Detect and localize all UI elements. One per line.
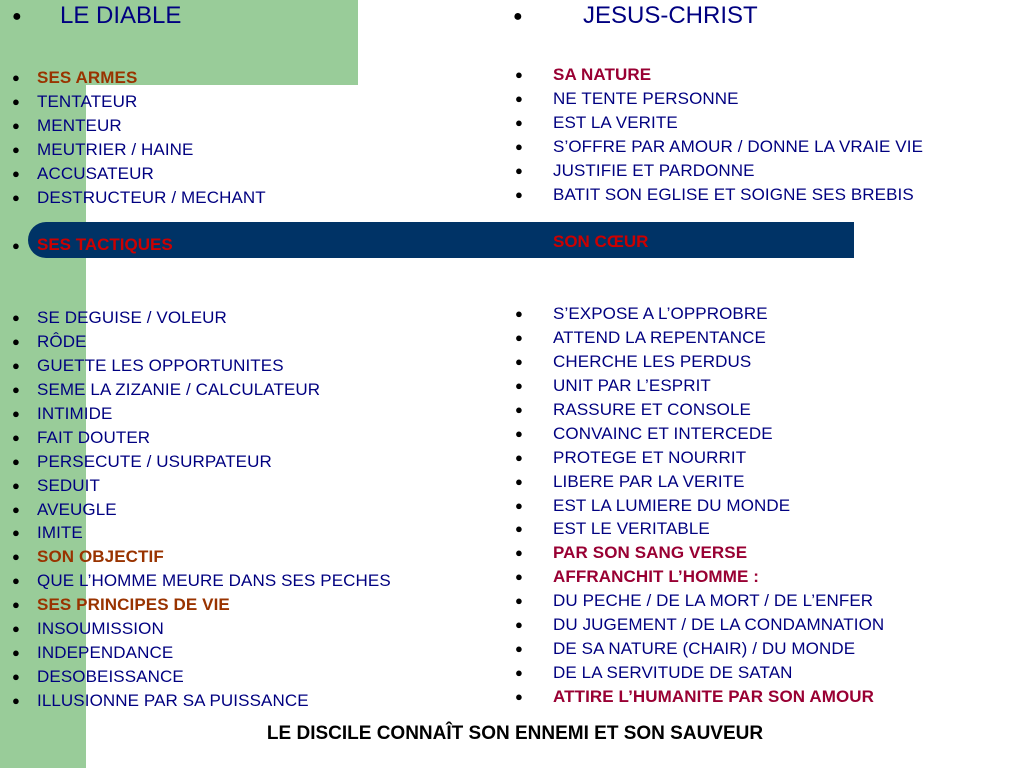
list-item [0, 474, 391, 498]
list-item-text: S’EXPOSE A L’OPPROBRE [553, 304, 768, 323]
list-item [0, 354, 391, 378]
bullet-icon: ● [12, 381, 20, 397]
list-item-text: ATTEND LA REPENTANCE [553, 327, 766, 347]
list-item [513, 111, 923, 135]
right-list-bottom [513, 302, 884, 709]
list-item-text: QUE L’HOMME MEURE DANS SES PECHES [37, 571, 391, 591]
list-item-text: NE TENTE PERSONNE [553, 88, 739, 108]
left-list-bottom [0, 306, 391, 713]
bullet-icon: ● [515, 641, 523, 657]
right-band-label: SON CŒUR [553, 232, 649, 251]
list-item [0, 641, 391, 665]
bullet-icon: ● [12, 405, 20, 421]
list-item-text: ATTIRE L’HUMANITE PAR SON AMOUR [553, 687, 875, 706]
list-item [0, 689, 391, 713]
footer-caption [0, 720, 1024, 748]
bullet-icon: ● [515, 67, 523, 82]
list-item-text: EST LE VERITABLE [553, 519, 710, 539]
bullet-icon: ● [515, 162, 523, 178]
list-item [513, 374, 884, 398]
list-item [513, 398, 884, 422]
list-item [0, 378, 391, 402]
list-item [0, 66, 266, 90]
list-item-text: PAR SON SANG VERSE [553, 543, 748, 563]
list-item-text: SES ARMES [37, 68, 138, 87]
list-item [0, 186, 266, 210]
list-item [513, 326, 884, 350]
list-item [0, 330, 391, 354]
list-item-text: TENTATEUR [37, 91, 138, 111]
list-item [0, 498, 391, 522]
list-item [513, 685, 884, 709]
right-heading [513, 1, 758, 32]
left-heading [12, 1, 181, 32]
bullet-icon: ● [12, 117, 20, 133]
list-item [0, 306, 391, 330]
list-item [513, 565, 884, 589]
bullet-icon: ● [12, 669, 20, 685]
list-item [513, 159, 923, 183]
bullet-icon: ● [12, 357, 20, 373]
list-item-text: RÔDE [37, 331, 87, 351]
list-item-text: AVEUGLE [37, 499, 117, 519]
list-item [513, 494, 884, 518]
list-item-text: UNIT PAR L’ESPRIT [553, 375, 711, 395]
bullet-icon: ● [12, 70, 20, 85]
bullet-icon: ● [12, 573, 20, 589]
list-item-text: CONVAINC ET INTERCEDE [553, 423, 773, 443]
list-item-text: DE LA SERVITUDE DE SATAN [553, 663, 793, 683]
list-item-text: SON OBJECTIF [37, 547, 164, 567]
list-item-text: AFFRANCHIT L’HOMME : [553, 567, 759, 587]
list-item [513, 87, 923, 111]
bullet-icon: ● [515, 689, 523, 704]
list-item-text: JUSTIFIE ET PARDONNE [553, 160, 755, 180]
list-item [513, 350, 884, 374]
bullet-icon: ● [515, 377, 523, 393]
list-item-text: SA NATURE [553, 65, 652, 84]
list-item [513, 63, 923, 87]
list-item [513, 541, 884, 565]
list-item [0, 162, 266, 186]
bullet-icon: ● [515, 401, 523, 417]
bullet-icon: ● [515, 449, 523, 465]
bullet-icon: ● [12, 597, 20, 613]
list-item [0, 569, 391, 593]
bullet-icon: ● [12, 501, 20, 517]
list-item [0, 114, 266, 138]
bullet-icon: ● [515, 114, 523, 130]
bullet-icon: ● [515, 329, 523, 345]
bullet-icon: ● [515, 545, 523, 561]
bullet-icon: ● [12, 189, 20, 205]
list-item [513, 589, 884, 613]
bullet-icon: ● [515, 617, 523, 633]
bullet-icon: ● [515, 665, 523, 681]
bullet-icon: ● [12, 549, 20, 565]
bullet-icon: ● [12, 621, 20, 637]
bullet-icon: ● [12, 141, 20, 157]
list-item-text: INDEPENDANCE [37, 643, 174, 663]
list-item-text: CHERCHE LES PERDUS [553, 351, 752, 371]
list-item [0, 593, 391, 617]
list-item-text: S’OFFRE PAR AMOUR / DONNE LA VRAIE VIE [553, 136, 924, 156]
list-item [513, 183, 923, 207]
bullet-icon: ● [12, 693, 20, 708]
list-item-text: EST LA LUMIERE DU MONDE [553, 495, 791, 515]
list-item [513, 517, 884, 541]
list-item [0, 450, 391, 474]
list-item-text: PERSECUTE / USURPATEUR [37, 451, 272, 471]
list-item-text: LIBERE PAR LA VERITE [553, 471, 745, 491]
list-item [513, 470, 884, 494]
list-item [513, 446, 884, 470]
list-item [0, 617, 391, 641]
bullet-icon: ● [515, 473, 523, 489]
right-list-top [513, 63, 923, 207]
bullet-icon: ● [515, 497, 523, 513]
bullet-icon: ● [12, 238, 20, 253]
bullet-icon: ● [12, 93, 20, 109]
list-item [513, 135, 923, 159]
bullet-icon: ● [515, 569, 523, 585]
list-item-text: DESOBEISSANCE [37, 667, 184, 687]
list-item [0, 402, 391, 426]
left-band-text: SES TACTIQUES [37, 235, 173, 254]
list-item-text: INTIMIDE [37, 403, 113, 423]
bullet-icon: ● [515, 138, 523, 154]
list-item-text: ACCUSATEUR [37, 163, 154, 183]
bullet-icon: ● [12, 453, 20, 469]
list-item-text: GUETTE LES OPPORTUNITES [37, 355, 284, 375]
bullet-icon: ● [12, 310, 20, 325]
list-item [0, 545, 391, 569]
list-item [0, 90, 266, 114]
bullet-icon: ● [12, 165, 20, 181]
list-item-text: EST LA VERITE [553, 112, 678, 132]
bullet-icon: ● [513, 7, 523, 25]
bullet-icon: ● [12, 645, 20, 661]
right-title: JESUS-CHRIST [583, 2, 758, 29]
list-item-text: MEUTRIER / HAINE [37, 139, 194, 159]
list-item [513, 613, 884, 637]
list-item [513, 637, 884, 661]
list-item-text: SEME LA ZIZANIE / CALCULATEUR [37, 379, 321, 399]
bullet-icon: ● [515, 306, 523, 321]
list-item [513, 422, 884, 446]
left-band-label [0, 233, 173, 258]
list-item-text: FAIT DOUTER [37, 427, 151, 447]
list-item-text: BATIT SON EGLISE ET SOIGNE SES BREBIS [553, 184, 914, 204]
list-item-text: MENTEUR [37, 115, 122, 135]
footer-text: LE DISCILE CONNAÎT SON ENNEMI ET SON SAUVEUR [266, 723, 764, 744]
list-item [513, 302, 884, 326]
bullet-icon: ● [12, 525, 20, 541]
list-item-text: DE SA NATURE (CHAIR) / DU MONDE [553, 639, 856, 659]
bullet-icon: ● [515, 521, 523, 537]
bullet-icon: ● [12, 7, 22, 25]
list-item-text: DESTRUCTEUR / MECHANT [37, 187, 266, 207]
list-item [0, 521, 391, 545]
left-list-top [0, 66, 266, 210]
list-item [0, 665, 391, 689]
bullet-icon: ● [12, 429, 20, 445]
left-title: LE DIABLE [60, 2, 182, 29]
list-item-text: SES PRINCIPES DE VIE [37, 595, 230, 615]
bullet-icon: ● [515, 593, 523, 609]
list-item-text: ILLUSIONNE PAR SA PUISSANCE [37, 691, 309, 710]
bullet-icon: ● [12, 477, 20, 493]
list-item [513, 661, 884, 685]
list-item [0, 426, 391, 450]
bullet-icon: ● [515, 425, 523, 441]
bullet-icon: ● [515, 353, 523, 369]
list-item-text: DU JUGEMENT / DE LA CONDAMNATION [553, 615, 885, 635]
list-item-text: IMITE [37, 523, 83, 543]
list-item [0, 138, 266, 162]
bullet-icon: ● [515, 186, 523, 202]
list-item-text: RASSURE ET CONSOLE [553, 399, 751, 419]
bullet-icon: ● [12, 333, 20, 349]
list-item-text: PROTEGE ET NOURRIT [553, 447, 747, 467]
list-item-text: DU PECHE / DE LA MORT / DE L’ENFER [553, 591, 874, 611]
bullet-icon: ● [515, 90, 523, 106]
list-item-text: SE DEGUISE / VOLEUR [37, 308, 227, 327]
list-item-text: INSOUMISSION [37, 619, 164, 639]
list-item-text: SEDUIT [37, 475, 100, 495]
